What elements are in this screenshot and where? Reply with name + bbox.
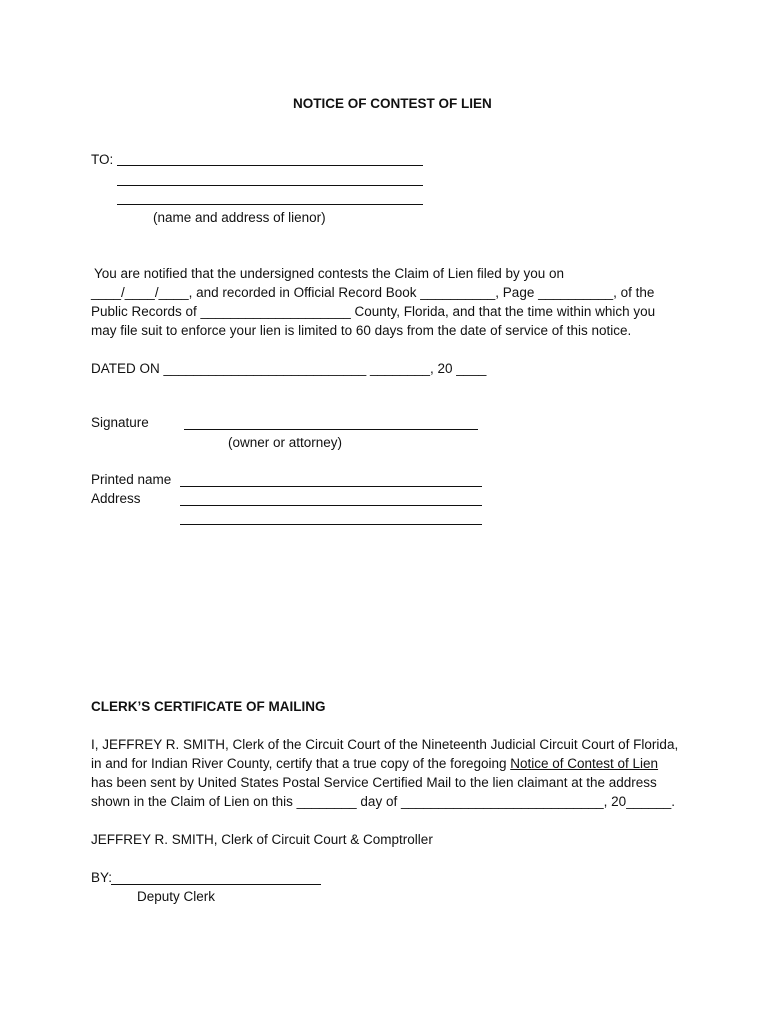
notice-of-contest-link-text: Notice of Contest of Lien: [510, 756, 659, 771]
notice-line-3: Public Records of ____________________ County, Florida, and that the time within which you: [91, 304, 656, 319]
certificate-line-4: shown in the Claim of Lien on this ________ day of ___________________________, 20______.: [91, 794, 675, 809]
lienor-caption: (name and address of lienor): [153, 210, 326, 225]
address-line-2: [180, 524, 482, 525]
dated-line: DATED ON ___________________________ ________, 20 ____: [91, 361, 487, 376]
certificate-line-3: has been sent by United States Postal Service Certified Mail to the lien claimant at the address: [91, 775, 657, 790]
notice-line-4: may file suit to enforce your lien is limited to 60 days from the date of service of this notice.: [91, 323, 632, 338]
certificate-heading: CLERK’S CERTIFICATE OF MAILING: [91, 699, 326, 714]
by-label: BY:: [91, 870, 113, 885]
lienor-line-2: [117, 185, 423, 186]
address-line-1: [180, 505, 482, 506]
signature-label: Signature: [91, 415, 149, 430]
certificate-line-1: I, JEFFREY R. SMITH, Clerk of the Circuit Court of the Nineteenth Judicial Circuit Court of Florida,: [91, 737, 679, 752]
document-title: NOTICE OF CONTEST OF LIEN: [293, 96, 492, 111]
address-label: Address: [91, 491, 141, 506]
signature-line: [184, 429, 478, 430]
certificate-line-2: [91, 754, 658, 773]
notice-line-2: ____/____/____, and recorded in Official Record Book __________, Page __________, of the: [91, 285, 655, 300]
printed-name-line: [180, 486, 482, 487]
notice-line-1: You are notified that the undersigned contests the Claim of Lien filed by you on: [94, 266, 565, 281]
signature-caption: (owner or attorney): [228, 435, 343, 450]
printed-name-label: Printed name: [91, 472, 172, 487]
lienor-line-1: [117, 165, 423, 166]
clerk-line: JEFFREY R. SMITH, Clerk of Circuit Court & Comptroller: [91, 832, 433, 847]
deputy-caption: Deputy Clerk: [137, 889, 216, 904]
to-label: TO:: [91, 152, 114, 167]
by-signature-line: [111, 884, 321, 885]
lienor-line-3: [117, 204, 423, 205]
certificate-line-2-text: in and for Indian River County, certify that a true copy of the foregoing: [91, 756, 511, 771]
